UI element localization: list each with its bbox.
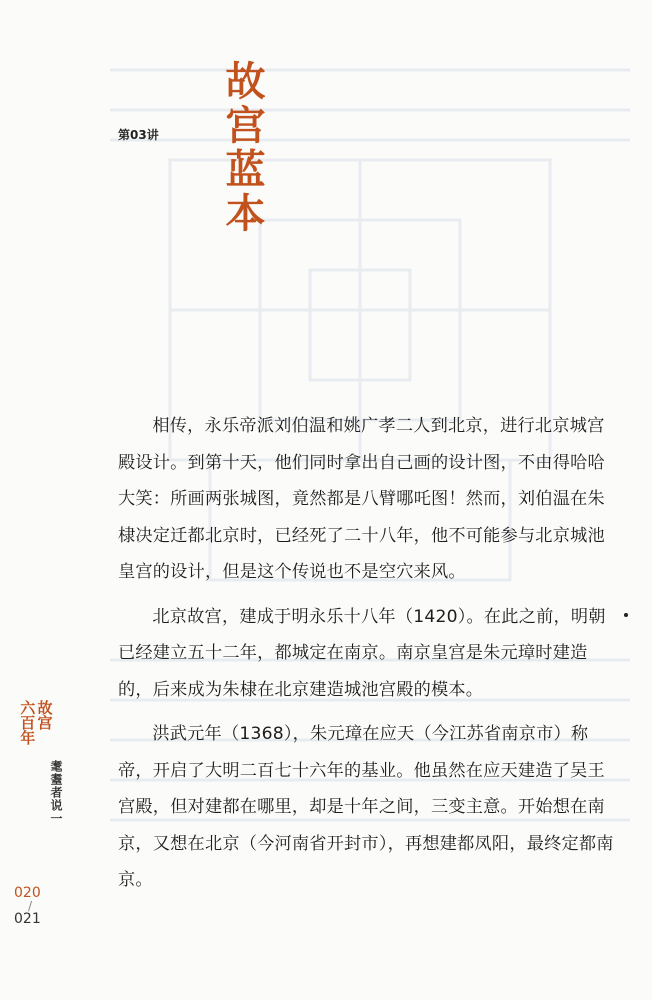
- book-subtitle-vertical: 耄耋者说一: [49, 760, 63, 825]
- page-number-separator: /: [28, 899, 33, 913]
- page-numbers: [14, 885, 64, 927]
- next-page-number: 021: [14, 911, 41, 927]
- book-title-line-1: 故宫: [35, 700, 54, 730]
- paragraph-3: 洪武元年（1368），朱元璋在应天（今江苏省南京市）称帝，开启了大明二百七十六年的基业。他虽然在应天建造了吴王宫殿，但对建都在哪里，却是十年之间，三变主意。开始想在南京，又想在北京（今河南省开封市），再想建都凤阳，最终定都南京。: [118, 724, 614, 890]
- paragraph-1: 相传，永乐帝派刘伯温和姚广孝二人到北京，进行北京城宫殿设计。到第十天，他们同时拿出自己画的设计图，不由得哈哈大笑：所画两张城图，竟然都是八臂哪吒图！然而，刘伯温在朱棣决定迁都北京时，已经死了二十八年，他不可能参与北京城池皇宫的设计，但是这个传说也不是空穴来风。: [118, 416, 605, 582]
- chapter-title: 故宫蓝本: [219, 60, 266, 236]
- lecture-number-label: 第03讲: [118, 128, 159, 142]
- book-title-line-2: 六百年: [18, 700, 37, 745]
- body-text: [118, 408, 618, 899]
- margin-dot-mark: [624, 613, 628, 617]
- paragraph-2: 北京故宫，建成于明永乐十八年（1420）。在此之前，明朝已经建立五十二年，都城定在南京。南京皇宫是朱元璋时建造的，后来成为朱棣在北京建造城池宫殿的模本。: [118, 606, 606, 700]
- current-page-number: 020: [14, 885, 41, 901]
- book-title-vertical: [18, 700, 53, 745]
